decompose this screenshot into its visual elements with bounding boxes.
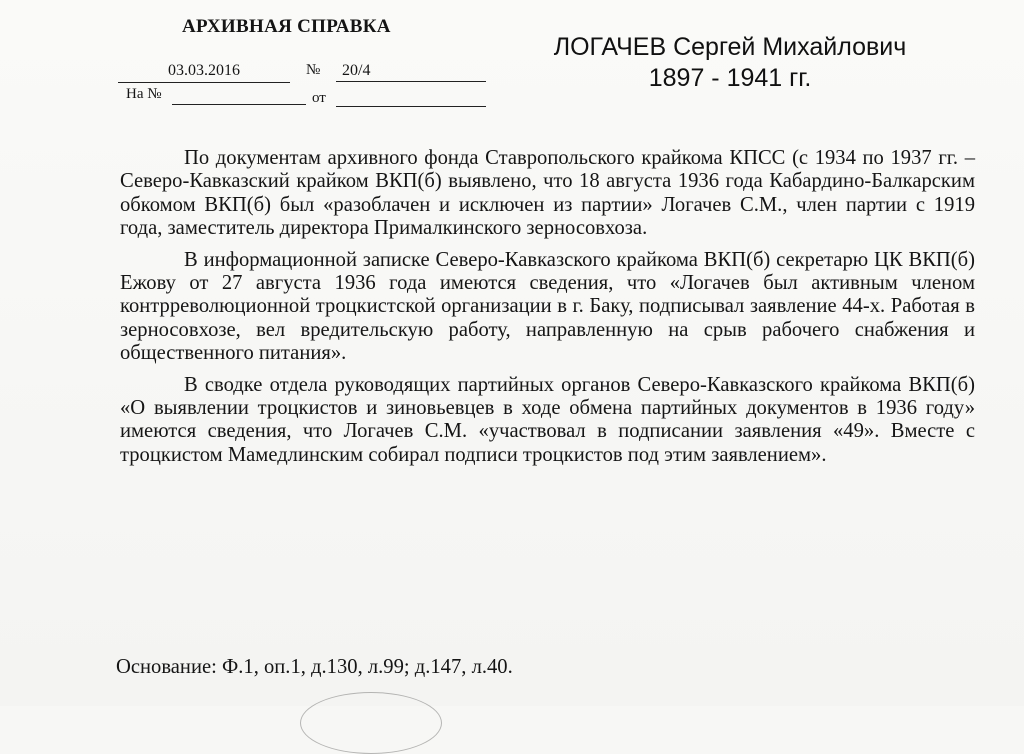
ref-date-label: от: [312, 90, 326, 106]
subject-block: [510, 32, 950, 94]
paragraph-3: В сводке отдела руководящих партийных органов Северо-Кавказского крайкома ВКП(б) «О выявлении троцкистов и зиновьевцев в ходе обмена партийных документов в 1936 году» имеются сведения, что Логачев С.М. «участвовал в подписании заявления «49». Вместе с троцкистом Мамедлинским собирал подписи троцкистов под этим заявлением».: [120, 373, 975, 466]
basis-reference: Основание: Ф.1, оп.1, д.130, л.99; д.147, л.40.: [116, 656, 513, 678]
document-body: [120, 147, 975, 475]
ref-number-field: [172, 86, 306, 105]
number-field: 20/4: [336, 62, 486, 82]
ref-number-label: На №: [126, 86, 162, 102]
paragraph-1: По документам архивного фонда Ставропольского крайкома КПСС (с 1934 по 1937 гг. – Северо-Кавказский крайком ВКП(б) выявлено, что 18 августа 1936 года Кабардино-Балкарским обкомом ВКП(б) был «разоблачен и исключен из партии» Логачев С.М., член партии с 1919 года, заместитель директора Прималкинского зерносовхоза.: [120, 147, 975, 240]
number-label: №: [306, 62, 321, 78]
paragraph-2: В информационной записке Северо-Кавказского крайкома ВКП(б) секретарю ЦК ВКП(б) Ежову от 27 августа 1936 года имеются сведения, что «Логачев был активным членом контрреволюционной троцкистской организации в г. Баку, подписывал заявление 44-х. Работая в зерносовхозе, вел вредительскую работу, направленную на срыв рабочего снабжения и общественного питания».: [120, 248, 975, 365]
stamp-mark: [300, 692, 442, 754]
ref-date-field: [336, 88, 486, 107]
date-field: 03.03.2016: [118, 62, 290, 83]
subject-years: 1897 - 1941 гг.: [648, 64, 812, 92]
subject-name: ЛОГАЧЕВ Сергей Михайлович: [553, 33, 907, 61]
document-title: АРХИВНАЯ СПРАВКА: [182, 16, 391, 37]
